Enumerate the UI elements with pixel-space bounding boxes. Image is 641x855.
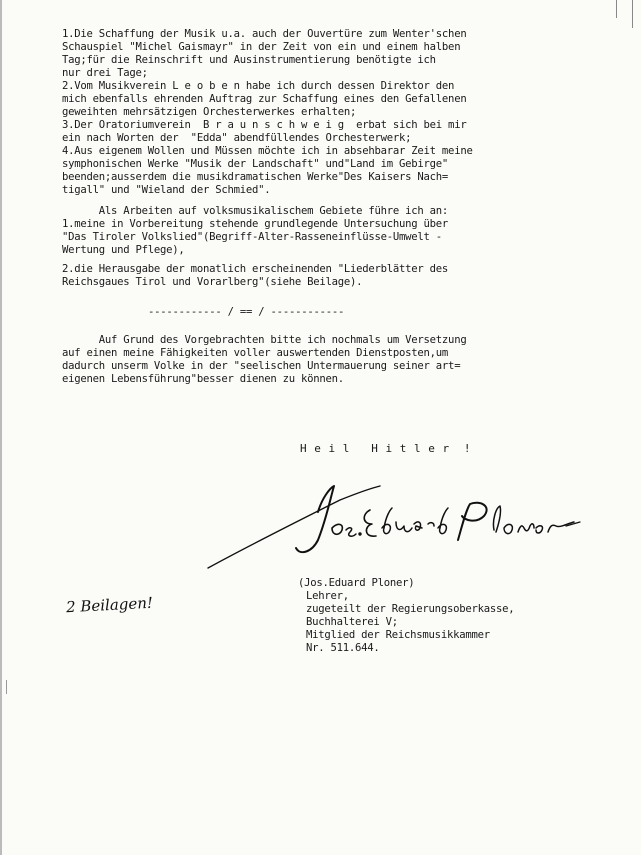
- closing-line: dadurch unserm Volke in der "seelischen Untermauerung seiner art=: [62, 360, 461, 372]
- list-line: 1.Die Schaffung der Musik u.a. auch der Ouvertüre zum Wenter'schen: [62, 28, 467, 40]
- sender-line: Nr. 511.644.: [306, 642, 380, 654]
- list-line: 4.Aus eigenem Wollen und Müssen möchte ich in absehbarar Zeit meine: [62, 145, 473, 157]
- list-line: 2.die Herausgabe der monatlich erscheinenden "Liederblätter des: [62, 263, 449, 275]
- list-line: 2.Vom Musikverein L e o b e n habe ich durch dessen Direktor den: [62, 80, 455, 92]
- sender-line: Lehrer,: [306, 590, 349, 602]
- list-line: Wertung und Pflege),: [62, 244, 185, 256]
- list-line: beenden;ausserdem die musikdramatischen Werke"Des Kaisers Nach=: [62, 171, 449, 183]
- list-line: "Das Tiroler Volkslied"(Begriff-Alter-Rasseneinflüsse-Umwelt -: [62, 231, 442, 243]
- list-line: Schauspiel "Michel Gaismayr" in der Zeit von ein und einem halben: [62, 41, 461, 53]
- list-line: Reichsgaues Tirol und Vorarlberg"(siehe Beilage).: [62, 276, 363, 288]
- list-line: 3.Der Oratoriumverein B r a u n s c h w e i g erbat sich bei mir: [62, 119, 467, 131]
- list-line: mich ebenfalls ehrenden Auftrag zur Schaffung eines den Gefallenen: [62, 93, 467, 105]
- list-line: geweihten mehrsätzigen Orchesterwerkes erhalten;: [62, 106, 357, 118]
- list-line: Als Arbeiten auf volksmusikalischem Gebiete führe ich an:: [62, 205, 449, 217]
- handwritten-note: 2 Beilagen!: [65, 593, 154, 617]
- section-divider: ------------ / == / ------------: [148, 306, 345, 318]
- list-line: 1.meine in Vorbereitung stehende grundlegende Untersuchung über: [62, 218, 449, 230]
- closing-line: eigenen Lebensführung"besser dienen zu können.: [62, 373, 344, 385]
- list-line: ein nach Worten der "Edda" abendfüllendes Orchesterwerk;: [62, 132, 412, 144]
- sender-line: (Jos.Eduard Ploner): [298, 577, 415, 589]
- list-line: nur drei Tage;: [62, 67, 148, 79]
- margin-mark: [6, 680, 7, 694]
- sender-line: zugeteilt der Regierungsoberkasse,: [306, 603, 515, 615]
- closing-line: Auf Grund des Vorgebrachten bitte ich nochmals um Versetzung: [62, 334, 467, 346]
- list-line: tigall" und "Wieland der Schmied".: [62, 184, 271, 196]
- sender-line: Mitglied der Reichsmusikkammer: [306, 629, 490, 641]
- list-line: symphonischen Werke "Musik der Landschaft" und"Land im Gebirge": [62, 158, 449, 170]
- list-line: Tag;für die Reinschrift und Ausinstrumentierung benötigte ich: [62, 54, 436, 66]
- salutation: H e i l H i t l e r !: [300, 442, 471, 455]
- closing-line: auf einen meine Fähigkeiten voller auswertenden Dienstposten,um: [62, 347, 449, 359]
- sender-line: Buchhalterei V;: [306, 616, 398, 628]
